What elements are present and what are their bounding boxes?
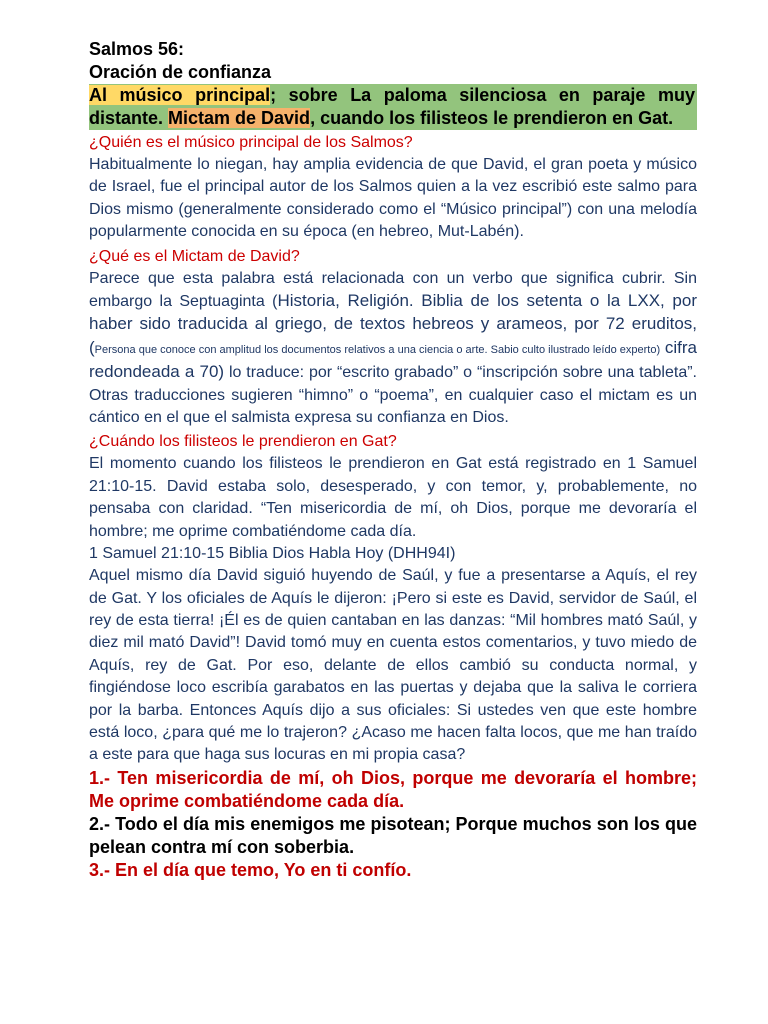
- paragraph-2: [89, 268, 697, 430]
- verse-3: 3.- En el día que temo, Yo en ti confío.: [89, 859, 412, 880]
- p2-text-d: cifra redondeada a 70): [89, 337, 697, 382]
- paragraph-3: El momento cuando los filisteos le prendieron en Gat está registrado en 1 Samuel 21:10-15. David estaba solo, desesperado, y con temor, y, probablemente, no pensaba con claridad. “Ten misericordia de mí, oh Dios, porque me devoraría el hombre; me oprime combatiéndome cada día.: [89, 455, 697, 540]
- document-page: [89, 38, 697, 882]
- p2-text-e: lo traduce: por “escrito grabado” o “inscripción sobre una tableta”. Otras traducciones sugieren “himno” o “poema”, en cualquier caso el mictam es un cántico en el que el salmista expresa su confianza en Dios.: [89, 364, 697, 427]
- document-title: Salmos 56:: [89, 39, 185, 59]
- highlight-mictam: Mictam de David: [168, 108, 311, 128]
- highlight-musico-principal: Al músico principal: [89, 85, 271, 105]
- p2-text-a: Parece que esta palabra está relacionada con un verbo que significa cubrir. Sin embargo la Septuaginta (: [89, 269, 697, 311]
- question-3: ¿Cuándo los filisteos le prendieron en Gat?: [89, 433, 397, 451]
- verse-2: 2.- Todo el día mis enemigos me pisotean; Porque muchos son los que pelean contra mí con soberbia.: [89, 813, 697, 857]
- question-1: ¿Quién es el músico principal de los Salmos?: [89, 134, 413, 151]
- p2-text-b: Historia, Religión. Biblia de los setenta o la LXX, por haber sido traducida al griego, de textos hebreos y arameos, por 72 eruditos, (: [89, 291, 697, 357]
- bible-reference: 1 Samuel 21:10-15 Biblia Dios Habla Hoy (DHH94I): [89, 545, 456, 563]
- paragraph-1: Habitualmente lo niegan, hay amplia evidencia de que David, el gran poeta y músico de Israel, fue el principal autor de los Salmos quien a la vez escribió este salmo para Dios mismo (generalmente considerado como el “Músico principal”) con una melodía popularmente conocida en su época (en hebreo, Mut-Labén).: [89, 156, 697, 241]
- p2-definition: Persona que conoce con amplitud los documentos relativos a una ciencia o arte. Sabio culto ilustrado leído experto): [94, 343, 661, 356]
- psalm-header-banner: [89, 84, 697, 130]
- banner-text-1: ; sobre La paloma silenciosa en paraje muy distante.: [89, 85, 695, 128]
- paragraph-4: Aquel mismo día David siguió huyendo de Saúl, y fue a presentarse a Aquís, el rey de Gat. Y los oficiales de Aquís le dijeron: ¡Pero si este es David, servidor de Saúl, el rey de esta tierra! ¡Él es de quien cantaban en las danzas: “Mil hombres mató Saúl, y diez mil mató David”! David tomó muy en cuenta estos comentarios, y tuvo miedo de Aquís, rey de Gat. Por eso, delante de ellos cambió su conducta normal, y fingiéndose loco escribía garabatos en las puertas y dejaba que la saliva le corriera por la barba. Entonces Aquís dijo a sus oficiales: Si ustedes ven que este hombre está loco, ¿para qué me lo trajeron? ¿Acaso me hacen falta locos, que me han traído a este para que haga sus locuras en mi propia casa?: [89, 567, 697, 764]
- verse-1: 1.- Ten misericordia de mí, oh Dios, porque me devoraría el hombre; Me oprime combatiéndome cada día.: [89, 767, 697, 811]
- question-2: ¿Qué es el Mictam de David?: [89, 247, 300, 265]
- document-subtitle: Oración de confianza: [89, 62, 272, 82]
- banner-text-2: , cuando los filisteos le prendieron en Gat.: [310, 108, 674, 128]
